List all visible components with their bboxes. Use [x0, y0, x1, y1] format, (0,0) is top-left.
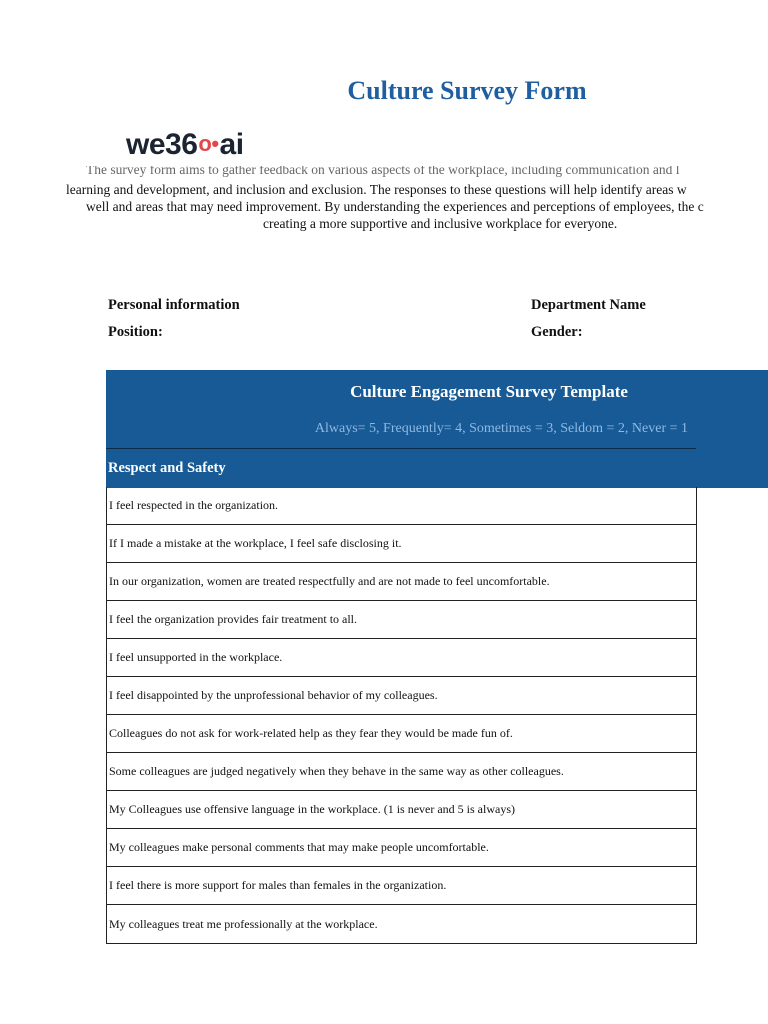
intro-line: learning and development, and inclusion and exclusion. The responses to these questions will help identify areas w	[66, 182, 687, 197]
survey-question-row[interactable]: My colleagues make personal comments that may make people uncomfortable.	[107, 829, 696, 867]
section-title-respect-safety: Respect and Safety	[108, 460, 226, 476]
survey-question-row[interactable]: My Colleagues use offensive language in the workplace. (1 is never and 5 is always)	[107, 791, 696, 829]
gender-label: Gender:	[531, 324, 583, 340]
logo-text-primary: we36	[126, 128, 198, 161]
survey-question-row[interactable]: I feel the organization provides fair treatment to all.	[107, 601, 696, 639]
survey-question-row[interactable]: Colleagues do not ask for work-related help as they fear they would be made fun of.	[107, 715, 696, 753]
survey-question-row[interactable]: I feel unsupported in the workplace.	[107, 639, 696, 677]
intro-line: creating a more supportive and inclusive workplace for everyone.	[263, 216, 618, 231]
survey-question-row[interactable]: I feel disappointed by the unprofessional behavior of my colleagues.	[107, 677, 696, 715]
company-logo	[126, 128, 244, 168]
logo-dot-icon: o•	[198, 131, 219, 156]
intro-line: well and areas that may need improvement. By understanding the experiences and perceptions of employees, the c	[86, 199, 704, 214]
personal-info-label: Personal information	[108, 297, 240, 313]
survey-question-row[interactable]: Some colleagues are judged negatively when they behave in the same way as other colleagues.	[107, 753, 696, 791]
survey-question-row[interactable]: If I made a mistake at the workplace, I feel safe disclosing it.	[107, 525, 696, 563]
header-divider	[106, 448, 696, 449]
survey-title: Culture Engagement Survey Template	[350, 382, 628, 401]
survey-header	[106, 370, 768, 488]
survey-question-row[interactable]: I feel there is more support for males than females in the organization.	[107, 867, 696, 905]
survey-question-row[interactable]: My colleagues treat me professionally at the workplace.	[107, 905, 696, 944]
intro-paragraph	[0, 166, 768, 238]
intro-line: The survey form aims to gather feedback on various aspects of the workplace, including communication and l	[86, 166, 680, 177]
department-label: Department Name	[531, 297, 646, 313]
survey-question-row[interactable]: I feel respected in the organization.	[107, 487, 696, 525]
page-title: Culture Survey Form	[347, 76, 587, 105]
rating-scale-legend: Always= 5, Frequently= 4, Sometimes = 3, Seldom = 2, Never = 1	[314, 421, 688, 436]
survey-question-list	[106, 487, 697, 944]
survey-question-row[interactable]: In our organization, women are treated respectfully and are not made to feel uncomfortable.	[107, 563, 696, 601]
position-label: Position:	[108, 324, 163, 340]
logo-text-suffix: ai	[219, 128, 244, 161]
